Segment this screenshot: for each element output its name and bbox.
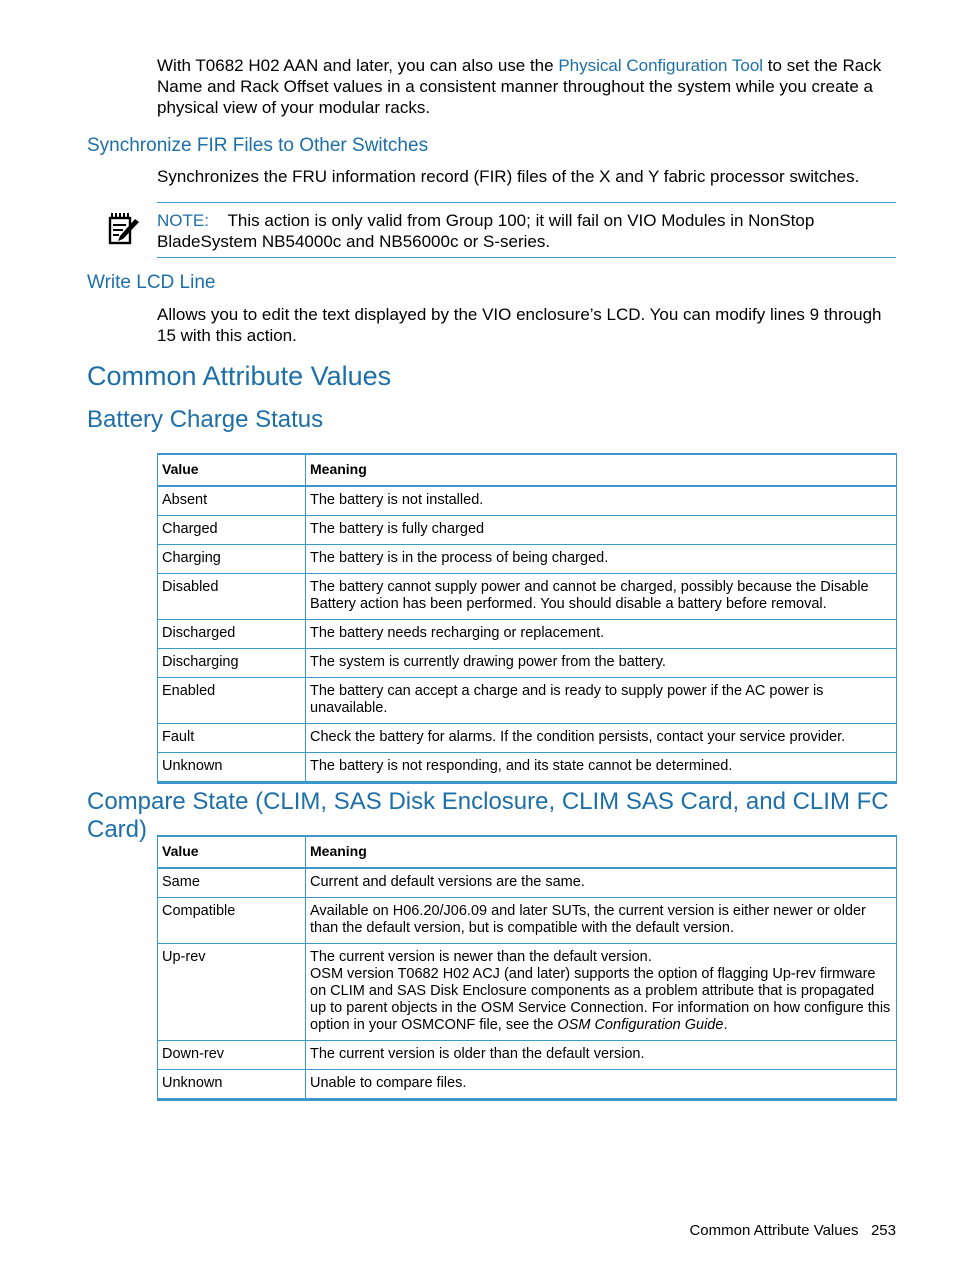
value-cell: Up-rev bbox=[158, 944, 306, 1041]
table-row bbox=[158, 649, 897, 678]
note-text-block bbox=[157, 210, 897, 252]
page-number: 253 bbox=[870, 1222, 896, 1239]
column-header-value: Value bbox=[158, 454, 306, 486]
meaning-cell bbox=[306, 944, 897, 1041]
value-cell: Charged bbox=[158, 516, 306, 545]
uprev-extra-before: OSM version T0682 H02 ACJ (and later) supports the option of flagging Up-rev firmware on CLIM and SAS Disk Enclosure components as a problem attribute that is propagated up to parent objects in the OSM Service Connection. For information on how configure this option in your OSMCONF file, see the bbox=[310, 966, 891, 1033]
table-row bbox=[158, 486, 897, 516]
table-row bbox=[158, 516, 897, 545]
intro-paragraph bbox=[157, 55, 899, 118]
uprev-extra-text bbox=[310, 966, 892, 1034]
note-pencil-icon bbox=[106, 210, 140, 246]
intro-text-before: With T0682 H02 AAN and later, you can also use the bbox=[157, 56, 559, 75]
table-row bbox=[158, 898, 897, 944]
column-header-value: Value bbox=[158, 836, 306, 868]
meaning-cell: The battery needs recharging or replacement. bbox=[306, 620, 897, 649]
meaning-cell: The battery is fully charged bbox=[306, 516, 897, 545]
meaning-cell: Unable to compare files. bbox=[306, 1070, 897, 1100]
table-row bbox=[158, 678, 897, 724]
value-cell: Down-rev bbox=[158, 1041, 306, 1070]
meaning-cell: The battery is not responding, and its state cannot be determined. bbox=[306, 753, 897, 783]
value-cell: Disabled bbox=[158, 574, 306, 620]
value-cell: Discharged bbox=[158, 620, 306, 649]
table-row bbox=[158, 944, 897, 1041]
value-cell: Discharging bbox=[158, 649, 306, 678]
sync-fir-heading: Synchronize FIR Files to Other Switches bbox=[87, 135, 429, 156]
value-cell: Fault bbox=[158, 724, 306, 753]
table-row bbox=[158, 1070, 897, 1100]
meaning-cell: Check the battery for alarms. If the condition persists, contact your service provider. bbox=[306, 724, 897, 753]
table-row bbox=[158, 868, 897, 898]
page-footer bbox=[689, 1222, 896, 1239]
sync-fir-body: Synchronizes the FRU information record (FIR) files of the X and Y fabric processor switches. bbox=[157, 167, 860, 186]
note-label: NOTE: bbox=[157, 211, 209, 230]
value-cell: Unknown bbox=[158, 1070, 306, 1100]
column-header-meaning: Meaning bbox=[306, 836, 897, 868]
note-text: This action is only valid from Group 100; it will fail on VIO Modules in NonStop BladeSystem NB54000c and NB56000c or S-series. bbox=[157, 211, 815, 251]
write-lcd-heading: Write LCD Line bbox=[87, 272, 216, 293]
meaning-cell: Available on H06.20/J06.09 and later SUTs, the current version is either newer or older than the default version, but is compatible with the default version. bbox=[306, 898, 897, 944]
note-bottom-rule bbox=[157, 257, 896, 258]
note-top-rule bbox=[157, 202, 896, 203]
table-row bbox=[158, 724, 897, 753]
value-cell: Enabled bbox=[158, 678, 306, 724]
table-row bbox=[158, 545, 897, 574]
meaning-cell: The battery is not installed. bbox=[306, 486, 897, 516]
meaning-cell: The current version is older than the default version. bbox=[306, 1041, 897, 1070]
table-header-row bbox=[158, 836, 897, 868]
value-cell: Same bbox=[158, 868, 306, 898]
uprev-extra-after: . bbox=[723, 1017, 728, 1033]
battery-heading: Battery Charge Status bbox=[87, 406, 324, 433]
compare-table bbox=[157, 835, 897, 1101]
write-lcd-body: Allows you to edit the text displayed by the VIO enclosure’s LCD. You can modify lines 9 through 15 with this action. bbox=[157, 305, 882, 345]
footer-section: Common Attribute Values bbox=[689, 1222, 859, 1239]
table-row bbox=[158, 574, 897, 620]
table-row bbox=[158, 753, 897, 783]
meaning-cell: The battery cannot supply power and cannot be charged, possibly because the Disable Battery action has been performed. You should disable a battery before removal. bbox=[306, 574, 897, 620]
table-header-row bbox=[158, 454, 897, 486]
value-cell: Compatible bbox=[158, 898, 306, 944]
physical-configuration-tool-link[interactable]: Physical Configuration Tool bbox=[558, 56, 764, 75]
battery-table bbox=[157, 453, 897, 784]
compare-heading: Compare State (CLIM, SAS Disk Enclosure, CLIM SAS Card, and CLIM FC Card) bbox=[87, 788, 889, 843]
table-row bbox=[158, 620, 897, 649]
value-cell: Absent bbox=[158, 486, 306, 516]
intro-text-after: to set the Rack Name and Rack Offset values in a consistent manner throughout the system while you create a physical view of your modular racks. bbox=[157, 56, 882, 117]
meaning-cell: The battery can accept a charge and is ready to supply power if the AC power is unavailable. bbox=[306, 678, 897, 724]
uprev-meaning-line: The current version is newer than the default version. bbox=[310, 949, 652, 965]
column-header-meaning: Meaning bbox=[306, 454, 897, 486]
meaning-cell: The system is currently drawing power from the battery. bbox=[306, 649, 897, 678]
value-cell: Charging bbox=[158, 545, 306, 574]
value-cell: Unknown bbox=[158, 753, 306, 783]
meaning-cell: Current and default versions are the same. bbox=[306, 868, 897, 898]
section-title: Common Attribute Values bbox=[87, 361, 392, 391]
table-row bbox=[158, 1041, 897, 1070]
osm-configuration-guide-ref: OSM Configuration Guide bbox=[557, 1017, 724, 1033]
meaning-cell: The battery is in the process of being charged. bbox=[306, 545, 897, 574]
